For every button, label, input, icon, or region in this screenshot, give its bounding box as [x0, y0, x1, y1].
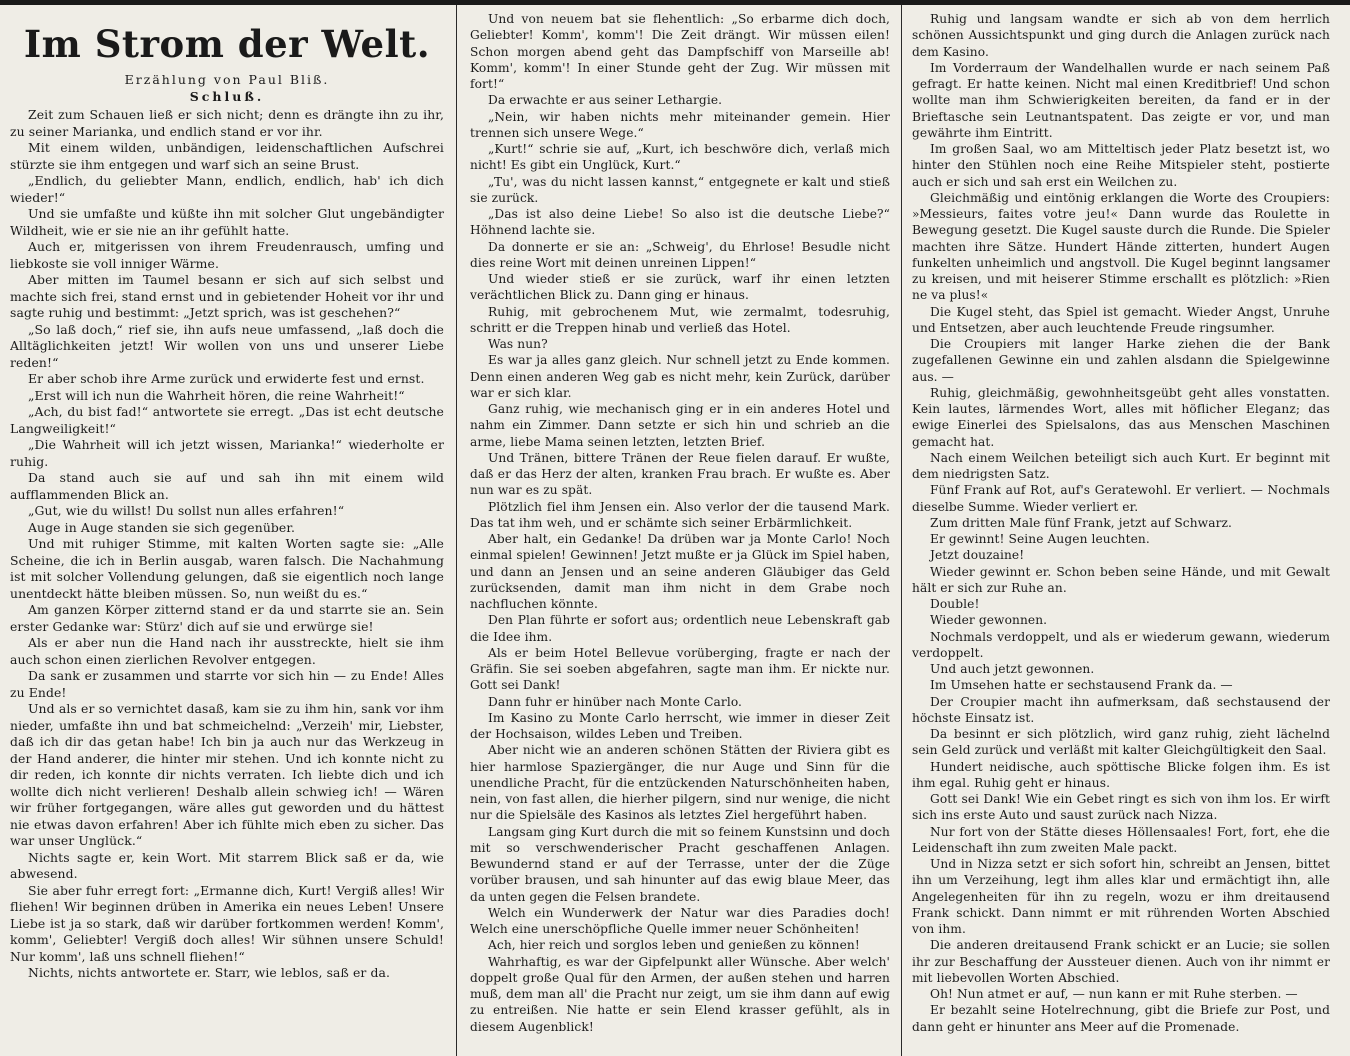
paragraph: Aber mitten im Taumel besann er sich auf sich selbst und machte sich frei, stand ernst und in gebietender Hoheit vor ihr und sagte ruhig und bestimmt: „Jetzt sprich, was ist geschehen?“: [10, 272, 444, 320]
paragraph: Ruhig, gleichmäßig, gewohnheitsgeübt geht alles vonstatten. Kein lautes, lärmendes Wort, alles mit höflicher Eleganz; das ewige Einerlei des Spielsalons, das aus Menschen Maschinen gemacht hat.: [912, 385, 1330, 449]
column-rule: [456, 5, 457, 1056]
paragraph: Double!: [930, 597, 980, 611]
paragraph: „Das ist also deine Liebe! So also ist die deutsche Liebe?“ Höhnend lachte sie.: [470, 207, 890, 238]
paragraph: Die Croupiers mit langer Harke ziehen die der Bank zugefallenen Gewinne ein und zahlen alsdann die Spielgewinne aus. —: [912, 337, 1330, 384]
paragraph: Da stand auch sie auf und sah ihn mit einem wild aufflammenden Blick an.: [10, 470, 444, 502]
paragraph: Nichts, nichts antwortete er. Starr, wie leblos, saß er da.: [28, 965, 391, 980]
paragraph: Zeit zum Schauen ließ er sich nicht; denn es drängte ihn zu ihr, zu seiner Marianka, und endlich stand er vor ihr.: [10, 107, 444, 139]
paragraph: Welch ein Wunderwerk der Natur war dies Paradies doch! Welch eine unerschöpfliche Quelle immer neuer Schönheiten!: [470, 905, 890, 936]
paragraph: Gott sei Dank! Wie ein Gebet ringt es sich von ihm los. Er wirft sich ins erste Auto und saust zurück nach Nizza.: [912, 792, 1330, 823]
paragraph: Langsam ging Kurt durch die mit so feinem Kunstsinn und doch mit so verschwenderischer Pracht geschaffenen Anlagen. Bewundernd stand er auf der Terrasse, unter der die Züge vorüber brausen, und sah hinunter auf das ewig blaue Meer, das da unten gegen die Felsen brandete.: [470, 824, 890, 904]
paragraph: Ach, hier reich und sorglos leben und genießen zu können!: [488, 938, 860, 953]
paragraph: „Ach, du bist fad!“ antwortete sie erregt. „Das ist echt deutsche Langweiligkeit!“: [10, 404, 444, 436]
paragraph: Da besinnt er sich plötzlich, wird ganz ruhig, zieht lächelnd sein Geld zurück und verläßt mit kalter Gleichgültigkeit den Saal.: [912, 727, 1330, 758]
paragraph: Und mit ruhiger Stimme, mit kalten Worten sagte sie: „Alle Scheine, die ich in Berlin ausgab, waren falsch. Die Nachahmung ist mit solcher Vollendung gelungen, daß sie eigentlich noch lange unentdeckt hätte bleiben müssen. So, nun weißt du es.“: [10, 536, 444, 601]
paragraph: Den Plan führte er sofort aus; ordentlich neue Lebenskraft gab die Idee ihm.: [470, 613, 890, 644]
paragraph: „Die Wahrheit will ich jetzt wissen, Marianka!“ wiederholte er ruhig.: [10, 437, 444, 469]
paragraph: Im großen Saal, wo am Mitteltisch jeder Platz besetzt ist, wo hinter den Stühlen noch eine Reihe Mitspieler steht, postierte auch er sich und sah erst ein Weilchen zu.: [912, 142, 1330, 189]
paragraph: Wieder gewinnt er. Schon beben seine Hände, und mit Gewalt hält er sich zur Ruhe an.: [912, 564, 1330, 595]
paragraph: Nochmals verdoppelt, und als er wiederum gewann, wiederum verdoppelt.: [912, 629, 1330, 660]
paragraph: „Kurt!“ schrie sie auf, „Kurt, ich beschwöre dich, verlaß mich nicht! Es gibt ein Unglück, Kurt.“: [470, 142, 890, 173]
column-3-body: [912, 11, 1330, 1035]
paragraph: Nur fort von der Stätte dieses Höllensaales! Fort, fort, ehe die Leidenschaft ihn zum zweiten Male packt.: [912, 824, 1330, 855]
paragraph: Auch er, mitgerissen von ihrem Freudenrausch, umfing und liebkoste sie voll inniger Wärme.: [10, 239, 444, 271]
paragraph: Wieder gewonnen.: [930, 613, 1048, 628]
paragraph: Sie aber fuhr erregt fort: „Ermanne dich, Kurt! Vergiß alles! Wir fliehen! Wir beginnen drüben in Amerika ein neues Leben! Unsere Liebe ist ja so stark, daß wir darüber fortkommen werden! Komm', komm', Geliebter! Vergiß doch alles! Wir sühnen unsere Schuld! Nur komm', laß uns schnell fliehen!“: [10, 882, 444, 964]
paragraph: „Nein, wir haben nichts mehr miteinander gemein. Hier trennen sich unsere Wege.“: [470, 109, 890, 140]
paragraph: „Erst will ich nun die Wahrheit hören, die reine Wahrheit!“: [28, 387, 405, 403]
paragraph: Er gewinnt! Seine Augen leuchten.: [930, 532, 1150, 546]
paragraph: Aber nicht wie an anderen schönen Stätten der Riviera gibt es hier harmlose Spaziergänger, die nur Auge und Sinn für die unendliche Pracht, für die entzückenden Naturschönheiten haben, nein, von fast allen, die hierher pilgern, sind nur wenige, die nicht nur die Spielsäle des Kasinos als letztes Ziel hergeführt haben.: [470, 743, 890, 823]
paragraph: Und sie umfaßte und küßte ihn mit solcher Glut ungebändigter Wildheit, wie er sie nie an ihr gefühlt hatte.: [10, 206, 444, 238]
paragraph: Oh! Nun atmet er auf, — nun kann er mit Ruhe sterben. —: [930, 987, 1298, 1001]
column-rule: [901, 5, 902, 1056]
column-2: [470, 11, 890, 1052]
paragraph: Da donnerte er sie an: „Schweig', du Ehrlose! Besudle nicht dies reine Wort mit deinen unreinen Lippen!“: [470, 239, 890, 270]
paragraph: Wahrhaftig, es war der Gipfelpunkt aller Wünsche. Aber welch' doppelt große Qual für den Armen, der außen stehen und harren muß, dem man all' die Pracht nur zeigt, um sie ihm dann auf ewig zu entreißen. Nie hatte er sein Elend krasser gefühlt, als in diesem Augenblick!: [470, 954, 890, 1034]
paragraph: „Endlich, du geliebter Mann, endlich, endlich, hab' ich dich wieder!“: [10, 173, 444, 205]
paragraph: Die anderen dreitausend Frank schickt er an Lucie; sie sollen ihr zur Beschaffung der Aussteuer dienen. Auch von ihr nimmt er mit liebevollen Worten Abschied.: [912, 938, 1330, 985]
paragraph: Gleichmäßig und eintönig erklangen die Worte des Croupiers: »Messieurs, faites votre jeu!« Dann wurde das Roulette in Bewegung gesetzt. Die Kugel sauste durch die Runde. Die Spieler machten ihre Sätze. Hundert Hände zitterten, hundert Augen funkelten unheimlich und angstvoll. Die Kugel beginnt langsamer zu kreisen, und mit heiserer Stimme erschallt es plötzlich: »Rien ne va plus!«: [912, 190, 1330, 303]
paragraph: Mit einem wilden, unbändigen, leidenschaftlichen Aufschrei stürzte sie ihm entgegen und warf sich an seine Brust.: [10, 140, 444, 172]
paragraph: Am ganzen Körper zitternd stand er da und starrte sie an. Sein erster Gedanke war: Stürz' dich auf sie und erwürge sie!: [10, 602, 444, 634]
paragraph: Und wieder stieß er sie zurück, warf ihr einen letzten verächtlichen Blick zu. Dann ging er hinaus.: [470, 272, 890, 303]
column-1: [10, 11, 444, 1052]
paragraph: Da sank er zusammen und starrte vor sich hin — zu Ende! Alles zu Ende!: [10, 668, 444, 700]
paragraph: Fünf Frank auf Rot, auf's Geratewohl. Er verliert. — Nochmals dieselbe Summe. Wieder verliert er.: [912, 483, 1330, 514]
paragraph: Er aber schob ihre Arme zurück und erwiderte fest und ernst.: [28, 371, 425, 386]
paragraph: Dann fuhr er hinüber nach Monte Carlo.: [488, 694, 743, 709]
paragraph: Ganz ruhig, wie mechanisch ging er in ein anderes Hotel und nahm ein Zimmer. Dann setzte er sich hin und schrieb an die arme, liebe Mama seinen letzten, letzten Brief.: [470, 402, 890, 449]
paragraph: Es war ja alles ganz gleich. Nur schnell jetzt zu Ende kommen. Denn einen anderen Weg gab es nicht mehr, kein Zurück, darüber war er sich klar.: [470, 353, 890, 400]
paragraph: Jetzt douzaine!: [930, 548, 1025, 563]
paragraph: „So laß doch,“ rief sie, ihn aufs neue umfassend, „laß doch die Alltäglichkeiten jetzt! Wir wollen von uns und unserer Liebe reden!“: [10, 321, 444, 370]
paragraph: Und in Nizza setzt er sich sofort hin, schreibt an Jensen, bittet ihn um Verzeihung, legt ihm alles klar und ermächtigt ihn, alle Angelegenheiten für ihn zu regeln, wozu er ihm dreitausend Frank schickt. Dann nimmt er mit rührenden Worten Abschied von ihm.: [912, 857, 1330, 936]
paragraph: Im Kasino zu Monte Carlo herrscht, wie immer in dieser Zeit der Hochsaison, wildes Leben und Treiben.: [470, 710, 890, 741]
paragraph: Und Tränen, bittere Tränen der Reue fielen darauf. Er wußte, daß er das Herz der alten, kranken Frau brach. Er wußte es. Aber nun war es zu spät.: [470, 450, 890, 498]
paragraph: Und auch jetzt gewonnen.: [930, 662, 1095, 676]
paragraph: Was nun?: [488, 337, 548, 351]
article-byline: Erzählung von Paul Bliß.: [124, 72, 330, 87]
paragraph: Im Vorderraum der Wandelhallen wurde er nach seinem Paß gefragt. Er hatte keinen. Nicht mal einen Kreditbrief! Und schon wollte man ihm Schwierigkeiten bereiten, da fand er in der Brieftasche sein Leutnantspatent. Das zeigte er vor, und man gewährte ihm Eintritt.: [912, 60, 1330, 140]
paragraph: Zum dritten Male fünf Frank, jetzt auf Schwarz.: [930, 515, 1232, 530]
column-1-body: [10, 107, 444, 982]
paragraph: „Tu', was du nicht lassen kannst,“ entgegnete er kalt und stieß sie zurück.: [470, 174, 890, 205]
paragraph: Der Croupier macht ihn aufmerksam, daß sechstausend der höchste Einsatz ist.: [912, 694, 1330, 725]
paragraph: Er bezahlt seine Hotelrechnung, gibt die Briefe zur Post, und dann geht er hinunter ans Meer auf die Promenade.: [912, 1003, 1330, 1034]
paragraph: Nichts sagte er, kein Wort. Mit starrem Blick saß er da, wie abwesend.: [10, 849, 444, 881]
column-3: [912, 11, 1330, 1052]
paragraph: Plötzlich fiel ihm Jensen ein. Also verlor der die tausend Mark. Das tat ihm weh, und er schämte sich seiner Erbärmlichkeit.: [470, 499, 890, 530]
installment-marker: Schluß.: [189, 89, 265, 104]
paragraph: Ruhig, mit gebrochenem Mut, wie zermalmt, todesruhig, schritt er die Treppen hinab und verließ das Hotel.: [470, 304, 890, 335]
paragraph: Aber halt, ein Gedanke! Da drüben war ja Monte Carlo! Noch einmal spielen! Gewinnen! Jetzt mußte er ja Glück im Spiel haben, und dann an Jensen und an seine anderen Gläubiger das Geld zurücksenden, damit man ihm nicht in dem Grabe noch nachfluchen könnte.: [470, 532, 890, 611]
paragraph: Und von neuem bat sie flehentlich: „So erbarme dich doch, Geliebter! Komm', komm'! Die Zeit drängt. Wir müssen eilen! Schon morgen abend geht das Dampfschiff von Marseille ab! Komm', komm'! In einer Stunde geht der Zug. Wir müssen mit fort!“: [470, 12, 890, 91]
paragraph: Ruhig und langsam wandte er sich ab von dem herrlich schönen Aussichtspunkt und ging durch die Anlagen zurück nach dem Kasino.: [912, 12, 1330, 59]
paragraph: Auge in Auge standen sie sich gegenüber.: [28, 519, 296, 535]
article-title: Im Strom der Welt.: [23, 22, 431, 66]
paragraph: „Gut, wie du willst! Du sollst nun alles erfahren!“: [28, 503, 345, 518]
paragraph: Im Umsehen hatte er sechstausend Frank da. —: [930, 678, 1233, 693]
paragraph: Da erwachte er aus seiner Lethargie.: [488, 93, 723, 108]
paragraph: Und als er so vernichtet dasaß, kam sie zu ihm hin, sank vor ihm nieder, umfaßte ihn und bat schmeichelnd: „Verzeih' mir, Liebster, daß ich dir das getan habe! Ich bin ja auch nur das Werkzeug in der Hand anderer, die hinter mir stehen. Und ich konnte nicht zu dir reden, ich konnte dir nichts verraten. Ich liebte dich und ich wollte dich nicht verlieren! Deshalb allein schwieg ich! — Wären wir früher fortgegangen, wäre alles gut geworden und du hättest nie etwas davon erfahren! Aber ich fühlte mich eben zu sicher. Das war unser Unglück.“: [10, 701, 444, 848]
paragraph: Als er aber nun die Hand nach ihr ausstreckte, hielt sie ihm auch schon einen zierlichen Revolver entgegen.: [10, 635, 444, 667]
paragraph: Als er beim Hotel Bellevue vorüberging, fragte er nach der Gräfin. Sie sei soeben abgefahren, sagte man ihm. Er nickte nur. Gott sei Dank!: [470, 645, 890, 693]
paragraph: Nach einem Weilchen beteiligt sich auch Kurt. Er beginnt mit dem niedrigsten Satz.: [912, 450, 1330, 481]
paragraph: Die Kugel steht, das Spiel ist gemacht. Wieder Angst, Unruhe und Entsetzen, aber auch leuchtende Freude ringsumher.: [912, 304, 1330, 335]
column-2-body: [470, 11, 890, 1035]
paragraph: Hundert neidische, auch spöttische Blicke folgen ihm. Es ist ihm egal. Ruhig geht er hinaus.: [912, 759, 1330, 790]
